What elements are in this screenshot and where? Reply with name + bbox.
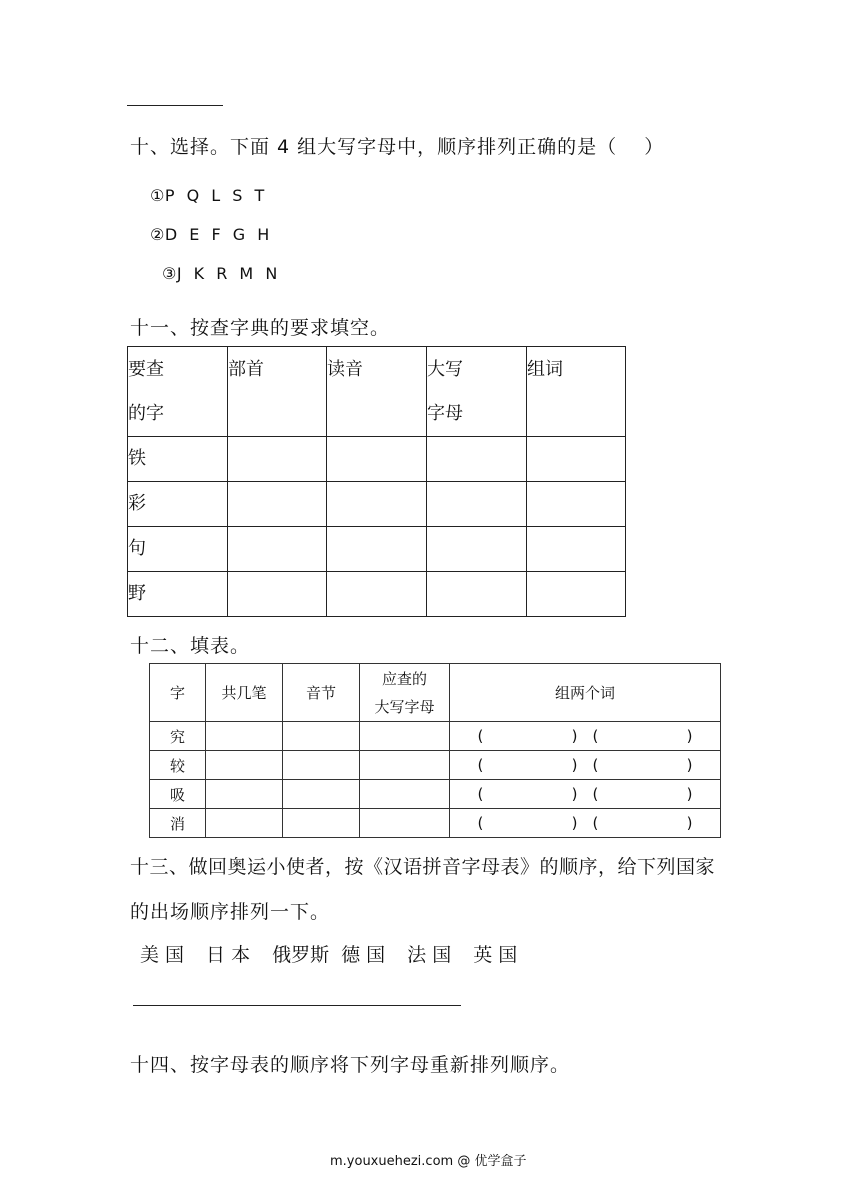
row-char: 消 — [150, 809, 206, 838]
table-row — [128, 437, 626, 482]
answer-cell[interactable] — [327, 527, 427, 572]
question-10-title: 十、选择。下面 4 组大写字母中，顺序排列正确的是（ ） — [130, 136, 665, 158]
country-item: 俄罗斯 — [272, 944, 330, 966]
answer-cell[interactable] — [360, 722, 450, 751]
question-13-title-line-2: 的出场顺序排列一下。 — [130, 901, 331, 923]
answer-cell[interactable] — [206, 809, 283, 838]
answer-cell[interactable] — [283, 751, 360, 780]
answer-cell[interactable] — [427, 527, 527, 572]
country-item: 法 国 — [407, 944, 452, 966]
answer-cell[interactable] — [228, 527, 327, 572]
answer-cell[interactable] — [527, 437, 626, 482]
header-cell-pronunciation: 读音 — [327, 347, 427, 437]
fill-table-header-row — [150, 664, 721, 722]
row-char: 铁 — [128, 437, 228, 482]
answer-cell[interactable] — [327, 437, 427, 482]
row-char: 野 — [128, 572, 228, 617]
answer-cell[interactable] — [206, 722, 283, 751]
header-cell-char: 要查 的字 — [128, 347, 228, 437]
header-cell-letter: 应查的 大写字母 — [360, 664, 450, 722]
country-item: 德 国 — [341, 944, 386, 966]
table-row — [128, 572, 626, 617]
row-char: 较 — [150, 751, 206, 780]
row-char: 彩 — [128, 482, 228, 527]
answer-cell[interactable] — [228, 437, 327, 482]
answer-cell[interactable] — [206, 780, 283, 809]
question-10-option-3: ③J K R M N — [162, 264, 278, 283]
table-row — [128, 527, 626, 572]
words-cell[interactable]: ( ) ( ) — [450, 722, 721, 751]
table-row — [150, 722, 721, 751]
row-char: 句 — [128, 527, 228, 572]
words-cell[interactable]: ( ) ( ) — [450, 751, 721, 780]
answer-cell[interactable] — [283, 809, 360, 838]
header-cell-capital-letter: 大写 字母 — [427, 347, 527, 437]
answer-line-countries — [133, 1005, 461, 1006]
row-char: 究 — [150, 722, 206, 751]
answer-cell[interactable] — [360, 780, 450, 809]
answer-cell[interactable] — [527, 482, 626, 527]
words-cell[interactable]: ( ) ( ) — [450, 809, 721, 838]
table-row — [150, 809, 721, 838]
dictionary-table — [127, 346, 626, 617]
answer-cell[interactable] — [206, 751, 283, 780]
answer-cell[interactable] — [427, 572, 527, 617]
answer-cell[interactable] — [527, 572, 626, 617]
answer-cell[interactable] — [427, 482, 527, 527]
answer-cell[interactable] — [327, 482, 427, 527]
question-14-title: 十四、按字母表的顺序将下列字母重新排列顺序。 — [130, 1054, 571, 1076]
question-11-title: 十一、按查字典的要求填空。 — [130, 317, 391, 339]
question-12-title: 十二、填表。 — [130, 635, 251, 657]
table-row — [150, 780, 721, 809]
answer-cell[interactable] — [360, 809, 450, 838]
answer-cell[interactable] — [283, 780, 360, 809]
header-cell-radical: 部首 — [228, 347, 327, 437]
footer-watermark: m.youxuehezi.com @ 优学盒子 — [330, 1154, 527, 1169]
country-list — [140, 940, 517, 967]
dictionary-table-header-row — [128, 347, 626, 437]
header-cell-strokes: 共几笔 — [206, 664, 283, 722]
answer-line-top — [127, 105, 223, 106]
answer-cell[interactable] — [283, 722, 360, 751]
answer-cell[interactable] — [228, 572, 327, 617]
question-13-title-line-1: 十三、做回奥运小使者，按《汉语拼音字母表》的顺序，给下列国家 — [130, 856, 716, 878]
answer-cell[interactable] — [527, 527, 626, 572]
answer-cell[interactable] — [228, 482, 327, 527]
country-item: 美 国 — [140, 944, 185, 966]
answer-cell[interactable] — [427, 437, 527, 482]
header-cell-char: 字 — [150, 664, 206, 722]
header-cell-syllable: 音节 — [283, 664, 360, 722]
row-char: 吸 — [150, 780, 206, 809]
question-10-option-1: ①P Q L S T — [150, 186, 265, 205]
words-cell[interactable]: ( ) ( ) — [450, 780, 721, 809]
question-10-option-2: ②D E F G H — [150, 225, 270, 244]
table-row — [128, 482, 626, 527]
fill-table — [149, 663, 721, 838]
country-item: 英 国 — [473, 944, 518, 966]
answer-cell[interactable] — [327, 572, 427, 617]
table-row — [150, 751, 721, 780]
header-cell-words: 组两个词 — [450, 664, 721, 722]
answer-cell[interactable] — [360, 751, 450, 780]
country-item: 日 本 — [206, 944, 251, 966]
header-cell-word: 组词 — [527, 347, 626, 437]
